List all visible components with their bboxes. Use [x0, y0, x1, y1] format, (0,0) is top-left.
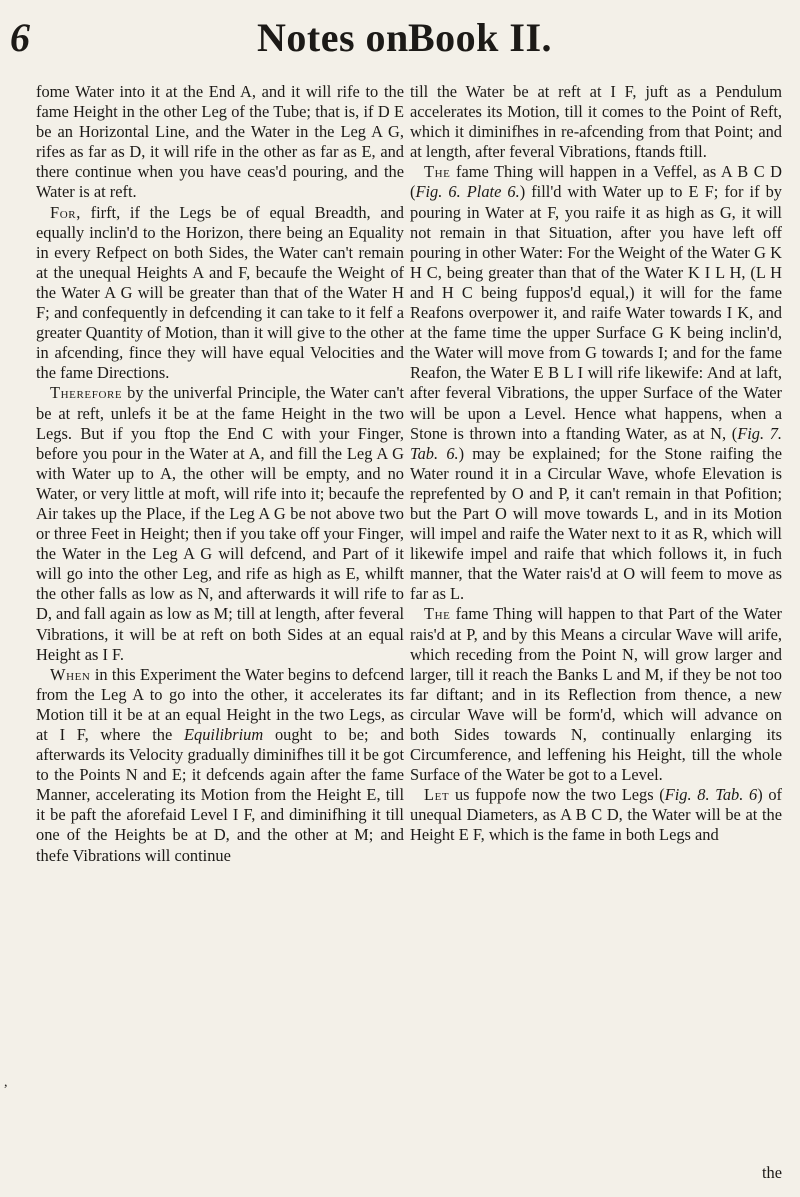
paragraph-4-left — [36, 665, 404, 866]
paragraph-1-left: fome Water into it at the End A, and it will rife to the fame Height in the other Leg of the Tube; that is, if D E be an Horizontal Line, and the Water in the Leg A G, rifes as far as D, it will rife in the other as far as E, and there continue when you have ceas'd pouring, and the Water is at reft. — [36, 82, 404, 202]
paragraph-text: ) fill'd with Water up to E F; for if by pouring in Water at F, you raife it as high as G, it will not remain in that Situation, after you have left off pouring in other Water: For the Weight of the Water G K H C, being greater than that of the Water K I L H, (L H and H C being fuppos'd equal,) it will for the fame Reafons overpower it, and raife Water towards I K, and at the fame time the upper Surface G K being inclin'd, the Water will move from G towards I; and for the fame Reafon, the Water E B L I will rife likewife: And at laft, after feveral Vibrations, the upper Surface of the Water will be upon a Level. Hence what happens, when a Stone is thrown into a ftanding Water, as at N, ( — [410, 182, 782, 443]
paragraph-text: ought to be; and afterwards its Velocity gradually diminifhes till it be got to the Points N and E; it defcends again after the fame Manner, accelerating its Motion from the Height E, till it be paft the aforefaid Level I F, and diminifhing it till one of the Heights be at D, and the other at M; and thefe Vibrations will continue — [36, 725, 404, 865]
figure-reference: Fig. 8. Tab. 6 — [664, 785, 758, 805]
italic-term: Equilibrium — [183, 725, 264, 744]
paragraph-4-right — [410, 785, 782, 845]
paragraph-2-right — [410, 162, 782, 604]
paragraph-text: us fuppofe now the two Legs ( — [454, 785, 665, 805]
page-number: 6 — [10, 15, 31, 60]
paragraph-text: fame Thing will happen in a Veffel, as A B C D ( — [410, 162, 782, 202]
paragraph-text: ) may be explained; for the Stone raifing the Water round it in a Circular Wave, whofe Elevation is reprefented by O and P, it can't remain in that Pofition; but the Part O will move towards L, and in its Motion will impel and raife the Water next to it as R, which will likewife impel and raife that which follows it, in fuch manner, that the Water rais'd at O will feem to move as far as L. — [410, 443, 782, 604]
running-title-center: Notes on — [257, 15, 409, 60]
figure-reference: Fig. 7. Tab. 6. — [410, 423, 782, 463]
running-head — [0, 14, 800, 74]
left-column — [36, 82, 404, 866]
paragraph-3-right — [410, 604, 782, 785]
right-column — [410, 82, 782, 846]
paragraph-1-right: till the Water be at reft at I F, juft as a Pendulum accelerates its Motion, till it comes to the Point of Reft, which it diminifhes in re-afcending from that Point; and at length, after feveral Vibrations, ftands ftill. — [410, 82, 782, 162]
paragraph-text: firft, if the Legs be of equal Breadth, and equally inclin'd to the Horizon, there being an Equality in every Refpect on both Sides, the Water can't remain at the unequal Heights A and F, becaufe the Weight of the Water A G will be greater than that of the Water H F; and confequently in defcending it can take to it felf a greater Quantity of Motion, than it will give to the other in afcending, fince they will have equal Velocities and the fame Directions. — [36, 202, 404, 383]
paragraph-text: ) of unequal Diameters, as A B C D, the Water will be at the Height E F, which is the fame in both Legs and — [410, 785, 782, 845]
paragraph-3-left — [36, 383, 404, 664]
paragraph-text: fame Thing will happen to that Part of the Water rais'd at P, and by this Means a circular Wave will arife, which receding from the Point N, will grow larger and larger, till it reach the Banks L and M, if they be not too far diftant; and in its Reflection from thence, a new circular Wave will be form'd, which will advance on both Sides towards N, continually enlarging its Circumference, and leffening his Height, till the whole Surface of the Water be got to a Level. — [410, 604, 782, 785]
paragraph-lead-word: For, — [50, 202, 81, 222]
paragraph-lead-word: The — [424, 162, 451, 182]
catchword: the — [761, 1163, 782, 1182]
figure-reference: Fig. 6. Plate 6. — [415, 182, 520, 202]
paragraph-text: by the univerfal Principle, the Water can't be at reft, unlefs it be at the fame Height in the two Legs. But if you ftop the End C with your Finger, before you pour in the Water at A, and fill the Leg A G with Water up to A, the other will be empty, and no Water, or very little at moft, will rife into it; becaufe the Air takes up the Place, if the Leg A G be not above two or three Feet in Height; then if you take off your Finger, the Water in the Leg A G will defcend, and Part of it will go into the other Leg, and rife as high as E, whilft the other falls as low as N, and afterwards it will rife to D, and fall again as low as M; till at length, after feveral Vibrations, it will be at reft on both Sides at an equal Height as I F. — [36, 383, 404, 664]
paragraph-lead-word: The — [424, 604, 451, 624]
paragraph-lead-word: Therefore — [50, 383, 123, 403]
margin-mark: , — [4, 1075, 8, 1090]
paragraph-lead-word: When — [50, 664, 91, 684]
paragraph-text: in this Experiment the Water begins to defcend from the Leg A to go into the other, it accelerates its Motion till it be at an equal Height in the two Legs, as at I F, where the — [36, 664, 404, 744]
paragraph-2-left — [36, 203, 404, 384]
running-title-right: Book II. — [408, 15, 553, 60]
paragraph-lead-word: Let — [424, 785, 450, 805]
